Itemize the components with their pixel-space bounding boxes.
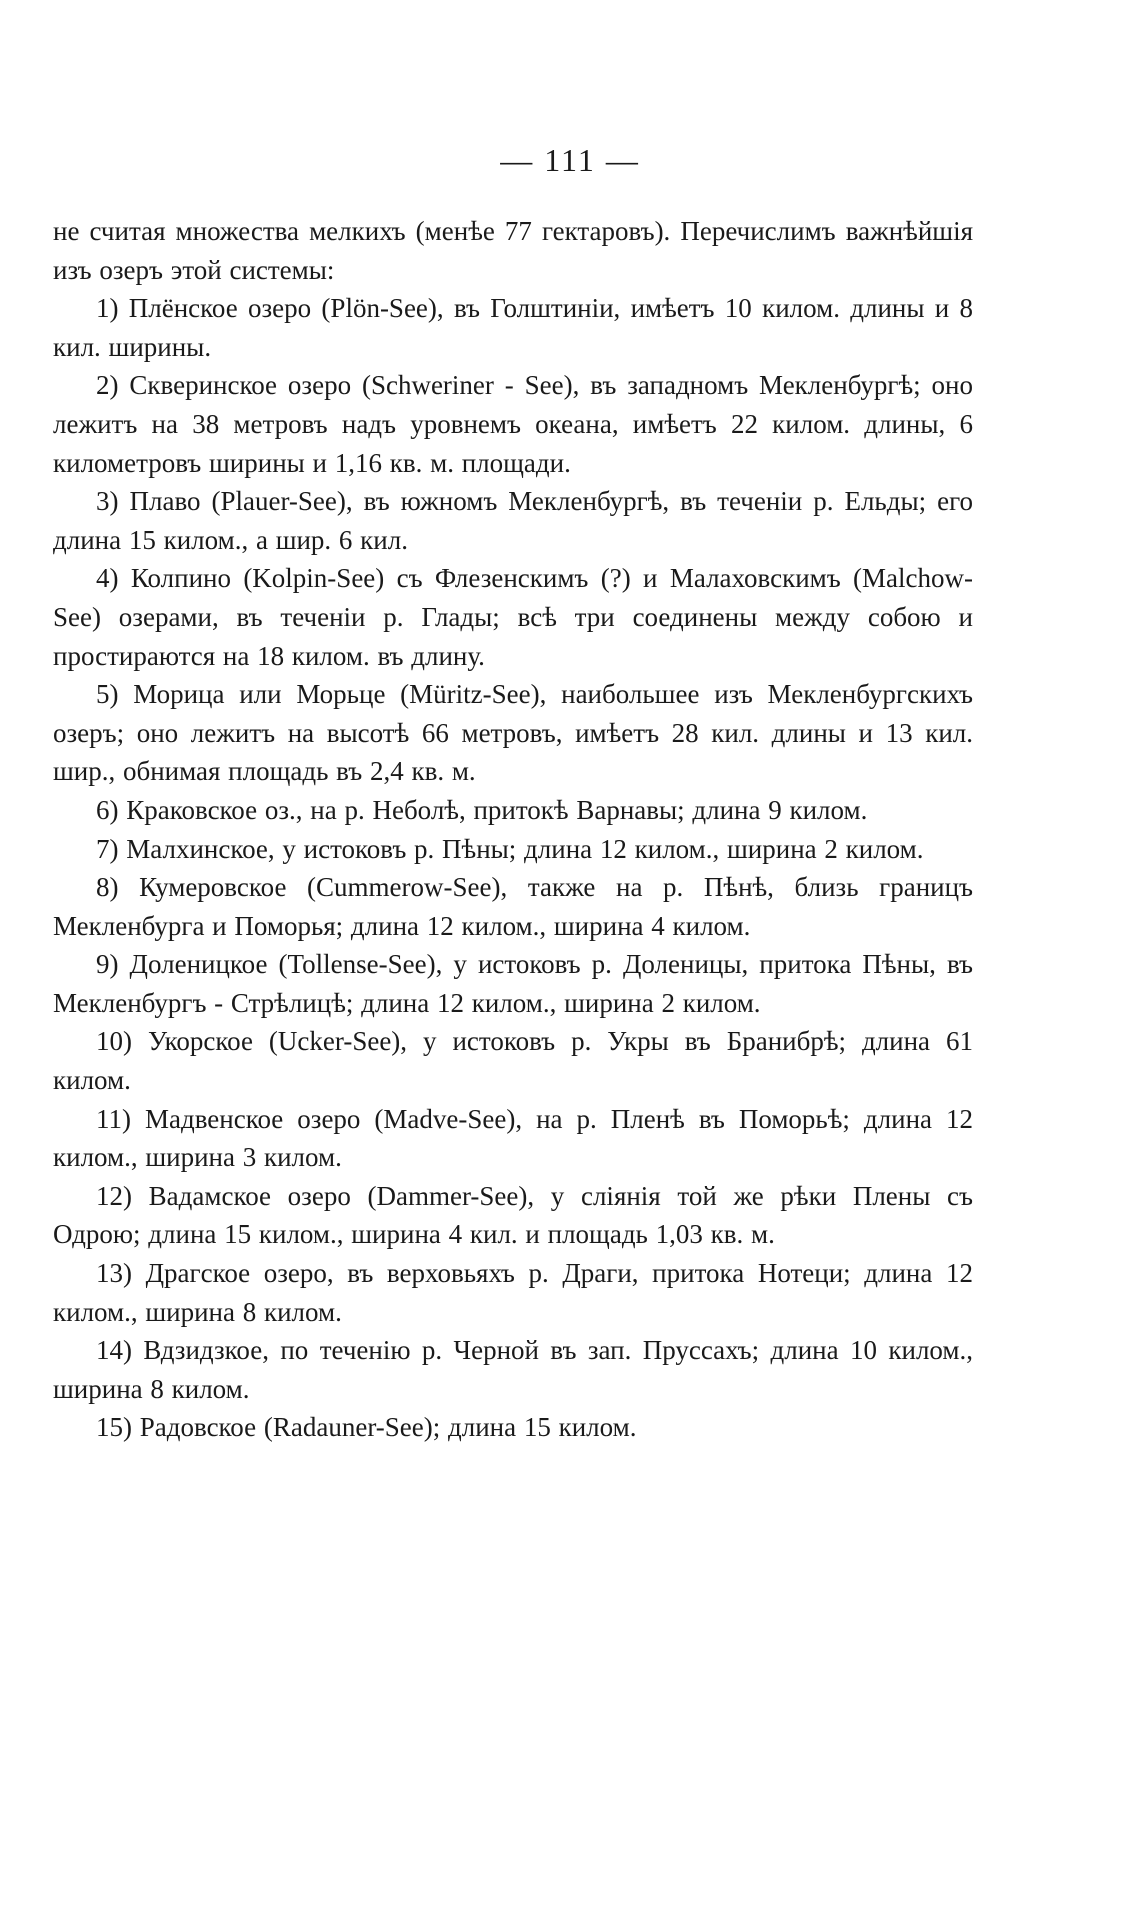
- lake-entry-4: 4) Колпино (Kolpin-See) съ Флезенскимъ (?) и Малаховскимъ (Malchow-See) озерами, въ теченіи р. Глады; всѣ три соединены между собою и простираются на 18 килом. въ длину.: [53, 563, 973, 671]
- lake-entry-11: 11) Мадвенское озеро (Madve-See), на р. Пленѣ въ Поморьѣ; длина 12 килом., ширина 3 килом.: [53, 1103, 973, 1173]
- lake-entry-2: 2) Скверинское озеро (Schweriner - See), въ западномъ Мекленбургѣ; оно лежитъ на 38 метровъ надъ уровнемъ океана, имѣетъ 22 килом. длины, 6 километровъ ширины и 1,16 кв. м. площади.: [53, 370, 973, 478]
- lake-entry-14: 14) Вдзидзкое, по теченію р. Черной въ зап. Пруссахъ; длина 10 килом., ширина 8 килом.: [53, 1335, 973, 1404]
- lake-entry-3: 3) Плаво (Plauer-See), въ южномъ Мекленбургѣ, въ теченіи р. Ельды; его длина 15 килом., а шир. 6 кил.: [53, 486, 973, 555]
- lake-entry-1: 1) Плёнское озеро (Plön-See), въ Голштиніи, имѣетъ 10 килом. длины и 8 кил. ширины.: [53, 293, 973, 362]
- body-text: [53, 212, 973, 1447]
- page-number: — 111 —: [500, 142, 640, 178]
- lake-entry-7: 7) Малхинское, у истоковъ р. Пѣны; длина 12 килом., ширина 2 килом.: [96, 833, 924, 864]
- lake-entry-12: 12) Вадамское озеро (Dammer-See), у сліянія той же рѣки Плены съ Одрою; длина 15 килом., ширина 4 кил. и площадь 1,03 кв. м.: [53, 1180, 973, 1250]
- lake-entry-8: 8) Кумеровское (Cummerow-See), также на р. Пѣнѣ, близь границъ Мекленбурга и Поморья; длина 12 килом., ширина 4 килом.: [53, 872, 973, 941]
- lake-entry-9: 9) Доленицкое (Tollense-See), у истоковъ р. Доленицы, притока Пѣны, въ Мекленбургъ - Стрѣлицѣ; длина 12 килом., ширина 2 килом.: [53, 949, 973, 1018]
- lake-entry-5: 5) Морица или Морьце (Müritz-See), наибольшее изъ Мекленбургскихъ озеръ; оно лежитъ на высотѣ 66 метровъ, имѣетъ 28 кил. длины и 13 кил. шир., обнимая площадь въ 2,4 кв. м.: [53, 679, 973, 787]
- lake-entry-10: 10) Укорское (Ucker-See), у истоковъ р. Укры въ Бранибрѣ; длина 61 килом.: [53, 1026, 973, 1096]
- lake-entry-6: 6) Краковское оз., на р. Неболѣ, притокѣ Варнавы; длина 9 килом.: [96, 794, 868, 825]
- lake-entry-15: 15) Радовское (Radauner-See); длина 15 килом.: [96, 1412, 637, 1443]
- intro-paragraph: не считая множества мелкихъ (менѣе 77 гектаровъ). Перечислимъ важнѣйшія изъ озеръ этой системы:: [53, 216, 973, 285]
- lake-entry-13: 13) Драгское озеро, въ верховьяхъ р. Драги, притока Нотеци; длина 12 килом., ширина 8 килом.: [53, 1258, 973, 1327]
